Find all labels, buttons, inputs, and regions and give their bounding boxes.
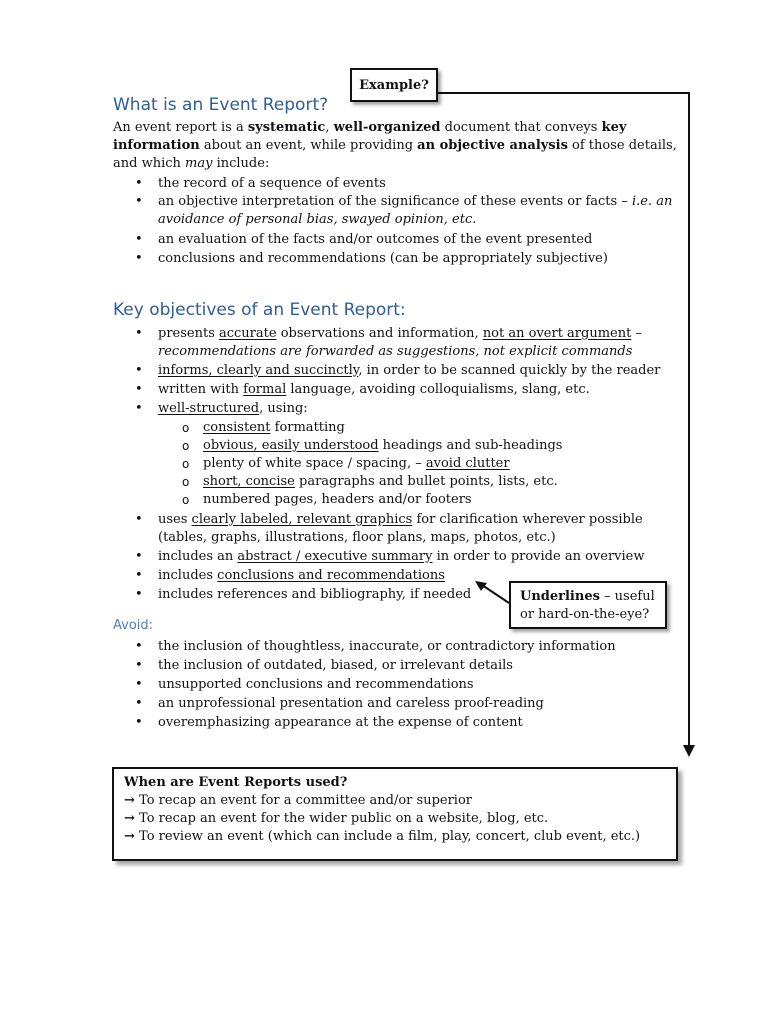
event-report-uses-box bbox=[112, 767, 678, 861]
list-item: conclusions and recommendations (can be appropriately subjective) bbox=[158, 251, 608, 266]
sub-bullet-glyph: o bbox=[182, 439, 190, 453]
list-item: includes references and bibliography, if needed bbox=[158, 587, 472, 602]
sub-list-item: plenty of white space / spacing, – avoid clutter bbox=[203, 456, 510, 471]
bullet-glyph: • bbox=[135, 715, 143, 730]
arrow-icon: → bbox=[124, 829, 135, 844]
bullet-glyph: • bbox=[135, 658, 143, 673]
uses-item: → To recap an event for a committee and/or superior bbox=[124, 793, 473, 808]
arrow-icon: → bbox=[124, 811, 135, 826]
bullet-glyph: • bbox=[135, 401, 143, 416]
underlines-callout-line-1: Underlines – useful bbox=[520, 589, 655, 604]
intro-line-2: information about an event, while providing an objective analysis of those details, bbox=[113, 138, 677, 153]
list-item: well-structured, using: bbox=[158, 401, 308, 416]
list-item-continuation: (tables, graphs, illustrations, floor plans, maps, photos, etc.) bbox=[158, 530, 556, 545]
list-item: includes conclusions and recommendations bbox=[158, 568, 445, 583]
list-item-continuation: recommendations are forwarded as suggestions, not explicit commands bbox=[158, 344, 633, 359]
list-item: includes an abstract / executive summary in order to provide an overview bbox=[158, 549, 645, 564]
bullet-glyph: • bbox=[135, 677, 143, 692]
uses-item: → To recap an event for the wider public on a website, blog, etc. bbox=[124, 811, 549, 826]
sub-bullet-glyph: o bbox=[182, 493, 190, 507]
sub-list-item: short, concise paragraphs and bullet points, lists, etc. bbox=[203, 474, 558, 489]
intro-line-1: An event report is a systematic, well-organized document that conveys key bbox=[113, 120, 627, 135]
uses-box-title: When are Event Reports used? bbox=[124, 775, 348, 790]
sub-bullet-glyph: o bbox=[182, 475, 190, 489]
example-callout-label: Example? bbox=[359, 77, 429, 93]
bullet-glyph: • bbox=[135, 587, 143, 602]
list-item: informs, clearly and succinctly, in order to be scanned quickly by the reader bbox=[158, 363, 661, 378]
list-item: an evaluation of the facts and/or outcomes of the event presented bbox=[158, 232, 593, 247]
uses-item: → To review an event (which can include a film, play, concert, club event, etc.) bbox=[124, 829, 641, 844]
underlines-callout-box bbox=[509, 581, 667, 629]
list-item-continuation: avoidance of personal bias, swayed opinion, etc. bbox=[158, 212, 477, 227]
list-item: an objective interpretation of the significance of these events or facts – i.e. an bbox=[158, 194, 673, 209]
bullet-glyph: • bbox=[135, 549, 143, 564]
section-title-key-objectives: Key objectives of an Event Report: bbox=[113, 300, 406, 320]
underlines-callout-line-2: or hard-on-the-eye? bbox=[520, 607, 650, 622]
bullet-glyph: • bbox=[135, 696, 143, 711]
bullet-glyph: • bbox=[135, 382, 143, 397]
bullet-glyph: • bbox=[135, 326, 143, 341]
bullet-glyph: • bbox=[135, 639, 143, 654]
sub-list-item: numbered pages, headers and/or footers bbox=[203, 492, 472, 507]
bullet-glyph: • bbox=[135, 251, 143, 266]
avoid-item: the inclusion of thoughtless, inaccurate, or contradictory information bbox=[158, 639, 616, 654]
bullet-glyph: • bbox=[135, 512, 143, 527]
example-callout-box bbox=[350, 68, 438, 102]
avoid-item: overemphasizing appearance at the expense of content bbox=[158, 715, 523, 730]
bullet-glyph: • bbox=[135, 363, 143, 378]
list-item: uses clearly labeled, relevant graphics for clarification wherever possible bbox=[158, 512, 643, 527]
bullet-glyph: • bbox=[135, 232, 143, 247]
avoid-item: unsupported conclusions and recommendations bbox=[158, 677, 474, 692]
bullet-glyph: • bbox=[135, 194, 143, 209]
avoid-item: the inclusion of outdated, biased, or irrelevant details bbox=[158, 658, 513, 673]
list-item: presents accurate observations and information, not an overt argument – bbox=[158, 326, 642, 341]
sub-list-item: consistent formatting bbox=[203, 420, 345, 435]
bullet-glyph: • bbox=[135, 568, 143, 583]
sub-list-item: obvious, easily understood headings and sub-headings bbox=[203, 438, 563, 453]
list-item: the record of a sequence of events bbox=[158, 176, 386, 191]
list-item: written with formal language, avoiding colloquialisms, slang, etc. bbox=[158, 382, 590, 397]
sub-bullet-glyph: o bbox=[182, 421, 190, 435]
bullet-glyph: • bbox=[135, 176, 143, 191]
sub-bullet-glyph: o bbox=[182, 457, 190, 471]
intro-line-3: and which may include: bbox=[113, 156, 270, 171]
arrow-icon: → bbox=[124, 793, 135, 808]
avoid-item: an unprofessional presentation and careless proof-reading bbox=[158, 696, 544, 711]
section-title-what-is: What is an Event Report? bbox=[113, 95, 329, 115]
avoid-heading: Avoid: bbox=[113, 618, 154, 633]
